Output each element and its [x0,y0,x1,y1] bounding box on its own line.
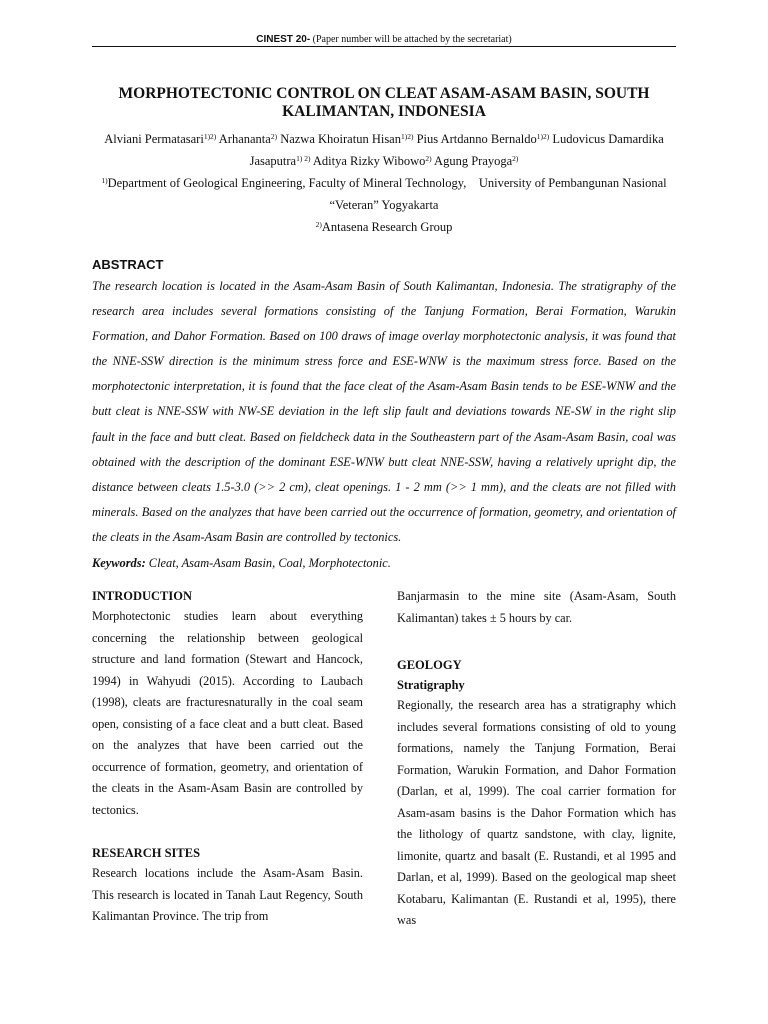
affiliation-mark: 2) [315,220,322,229]
keywords-text: Cleat, Asam-Asam Basin, Coal, Morphotectonic. [145,556,391,570]
author-affiliation-mark: 2) [270,132,278,141]
keywords [92,552,676,574]
author-name: Agung Prayoga [434,154,513,168]
author-affiliation-mark: 2) [425,154,432,163]
author-name: Alviani Permatasari [104,132,204,146]
author-affiliation-mark: 2) [512,154,519,163]
abstract-body: The research location is located in the Asam-Asam Basin of South Kalimantan, Indonesia. The stratigraphy of the research area includes several formations consisting of the Tanjung Formation, Berai Formation, Warukin Formation, and Dahor Formation. Based on 100 draws of image overlay morphotectonic analysis, it was found that the NNE-SSW direction is the minimum stress force and ESE-WNW is the maximum stress force. Based on the morphotectonic interpretation, it is found that the face cleat of the Asam-Asam Basin tends to be ESE-WNW and the butt cleat is NNE-SSW with NW-SE deviation in the left slip fault and deviations towards NE-SW in the right slip fault in the face and butt cleat. Based on fieldcheck data in the Southeastern part of the Asam-Asam Basin, coal was obtained with the description of the dominant ESE-WNW butt cleat NNE-SSW, having a relatively upright dip, the distance between cleats 1.5-3.0 (>> 2 cm), cleat openings. 1 - 2 mm (>> 1 mm), and the cleats are not filled with minerals. Based on the analyzes that have been carried out the occurrence of formation, geometry, and orientation of the cleats in the Asam-Asam Basin are controlled by tectonics. [92,279,676,544]
affiliation-2 [92,216,676,238]
research-sites-continued: Banjarmasin to the mine site (Asam-Asam, South Kalimantan) takes ± 5 hours by car. [397,589,676,625]
introduction-heading: INTRODUCTION [92,589,193,603]
geology-body: Regionally, the research area has a stratigraphy which includes several formations consisting of old to young formations, namely the Tanjung Formation, Berai Formation, Warukin Formation, and Dahor Formation (Darlan, et al, 1999). The coal carrier formation for Asam-asam basins is the Dahor Formation which has the lithology of quartz sandstone, with clay, lignite, limonite, quartz and basalt (E. Rustandi, et al 1995 and Darlan, et al, 1999). Based on the geological map sheet Kotabaru, Kalimantan (E. Rustandi et al, 1995), there was [397,698,676,927]
conference-label: CINEST 20- [256,34,311,45]
keywords-label: Keywords: [92,556,146,570]
affiliation-1 [92,172,676,216]
research-sites-body: Research locations include the Asam-Asam Basin. This research is located in Tanah Laut Regency, South Kalimantan Province. The trip from [92,866,363,923]
author-name: Arhananta [218,132,271,146]
header-divider [92,46,676,47]
author-affiliation-mark: 1)2) [400,132,414,141]
author-affiliation-mark: 1)2) [203,132,217,141]
abstract-heading: ABSTRACT [92,257,164,272]
left-column [92,586,363,928]
author-name: Pius Artdanno Bernaldo [416,132,537,146]
geology-heading: GEOLOGY [397,658,462,672]
author-list [92,128,676,172]
author-affiliation-mark: 1) 2) [296,154,311,163]
stratigraphy-heading: Stratigraphy [397,678,465,692]
running-header [92,34,676,46]
header-note: (Paper number will be attached by the secretariat) [310,34,512,45]
section-spacer [92,821,363,843]
author-affiliation-mark: 1)2) [536,132,550,141]
paper-title: MORPHOTECTONIC CONTROL ON CLEAT ASAM-ASAM BASIN, SOUTH KALIMANTAN, INDONESIA [118,85,650,120]
section-spacer [397,629,676,655]
affiliation-text: Department of Geological Engineering, Faculty of Mineral Technology, University of Pembangunan Nasional “Veteran” Yogyakarta [107,176,667,212]
affiliation-mark: 1) [101,176,108,185]
affiliation-text: Antasena Research Group [321,220,453,234]
introduction-body: Morphotectonic studies learn about everything concerning the relationship between geological structure and land formation (Stewart and Hancock, 1994) in Wahyudi (2015). According to Laubach (1998), cleats are fracturesnaturally in the coal seam open, consisting of a face cleat and a butt cleat. Based on the analyzes that have been carried out the occurrence of formation, geometry, and orientation of the cleats in the Asam-Asam Basin are controlled by tectonics. [92,609,363,817]
research-sites-heading: RESEARCH SITES [92,846,201,860]
author-name: Nazwa Khoiratun Hisan [280,132,401,146]
author-name: Aditya Rizky Wibowo [312,154,426,168]
right-column [397,586,676,932]
author-name: Ludovicus Damardika Jasaputra [249,132,664,168]
